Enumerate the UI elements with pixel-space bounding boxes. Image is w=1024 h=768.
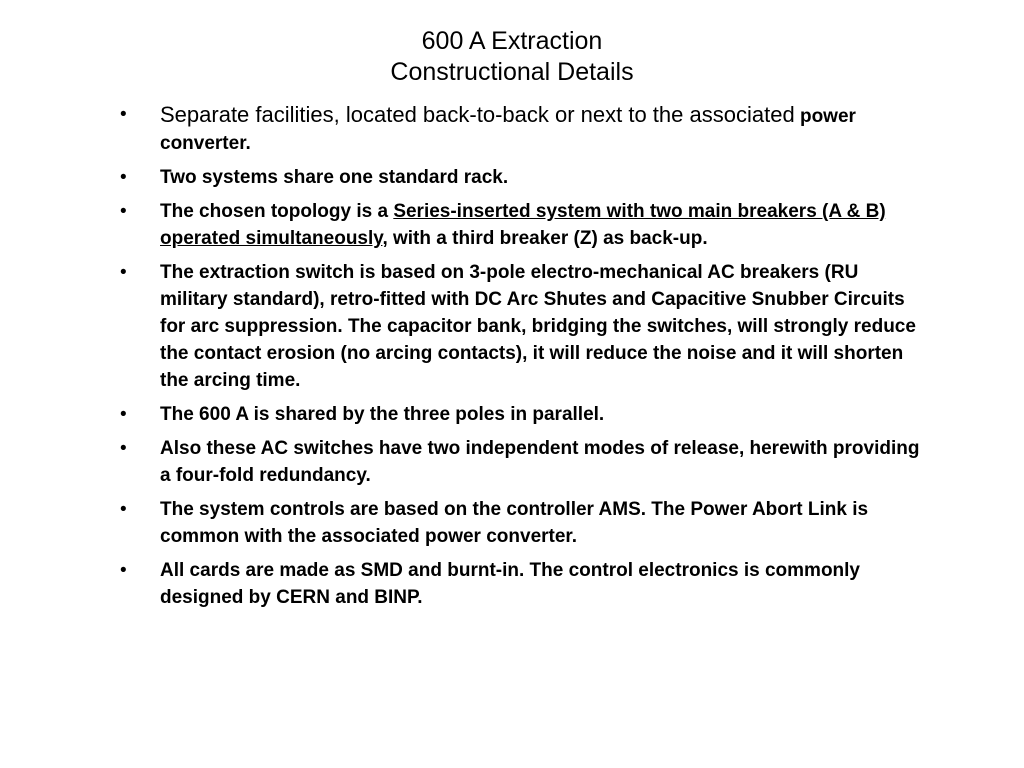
bullet-dot: •: [120, 560, 127, 581]
bullet-dot: •: [120, 404, 127, 425]
bullet-dot: •: [120, 167, 127, 188]
bullet-text-normal: Separate facilities, located back-to-back or next to the associated: [160, 102, 795, 127]
bullet-text: The extraction switch is based on 3-pole electro-mechanical AC breakers (RU military standard), retro-fitted with DC Arc Shutes and Capacitive Snubber Circuits for arc suppression. The capacitor bank, bridging the switches, will strongly reduce the contact erosion (no arcing contacts), it will reduce the noise and it will shorten the arcing time.: [160, 262, 916, 391]
bullet-text: Also these AC switches have two independent modes of release, herewith providing a four-fold redundancy.: [160, 438, 920, 486]
title-line-2: Constructional Details: [390, 58, 634, 86]
bullet-text-pre: The chosen topology is a: [160, 201, 394, 222]
bullet-list: [120, 101, 920, 618]
bullet-dot: •: [120, 499, 127, 520]
bullet-text-underlined: Series-inserted system with two main breakers (A & B) operated simultaneously: [160, 201, 886, 249]
bullet-text: The 600 A is shared by the three poles in parallel.: [160, 404, 605, 425]
bullet-item: [120, 259, 920, 394]
bullet-dot: •: [120, 201, 127, 222]
bullet-text: The system controls are based on the controller AMS. The Power Abort Link is common with the associated power converter.: [160, 499, 869, 547]
bullet-item: [120, 496, 920, 550]
bullet-item: [120, 435, 920, 489]
bullet-item: [120, 101, 920, 157]
title-line-1: 600 A Extraction: [421, 27, 603, 55]
bullet-item: [120, 401, 920, 428]
bullet-text: All cards are made as SMD and burnt-in. The control electronics is commonly designed by CERN and BINP.: [160, 560, 861, 608]
bullet-item: [120, 164, 920, 191]
slide-title: [0, 26, 1024, 88]
bullet-item: [120, 557, 920, 611]
bullet-text-bold: power converter.: [160, 106, 856, 154]
bullet-item: [120, 198, 920, 252]
bullet-dot: •: [120, 262, 127, 283]
bullet-dot: •: [120, 104, 127, 125]
bullet-dot: •: [120, 438, 127, 459]
bullet-text: Two systems share one standard rack.: [160, 167, 509, 188]
bullet-text-post: , with a third breaker (Z) as back-up.: [382, 228, 708, 249]
